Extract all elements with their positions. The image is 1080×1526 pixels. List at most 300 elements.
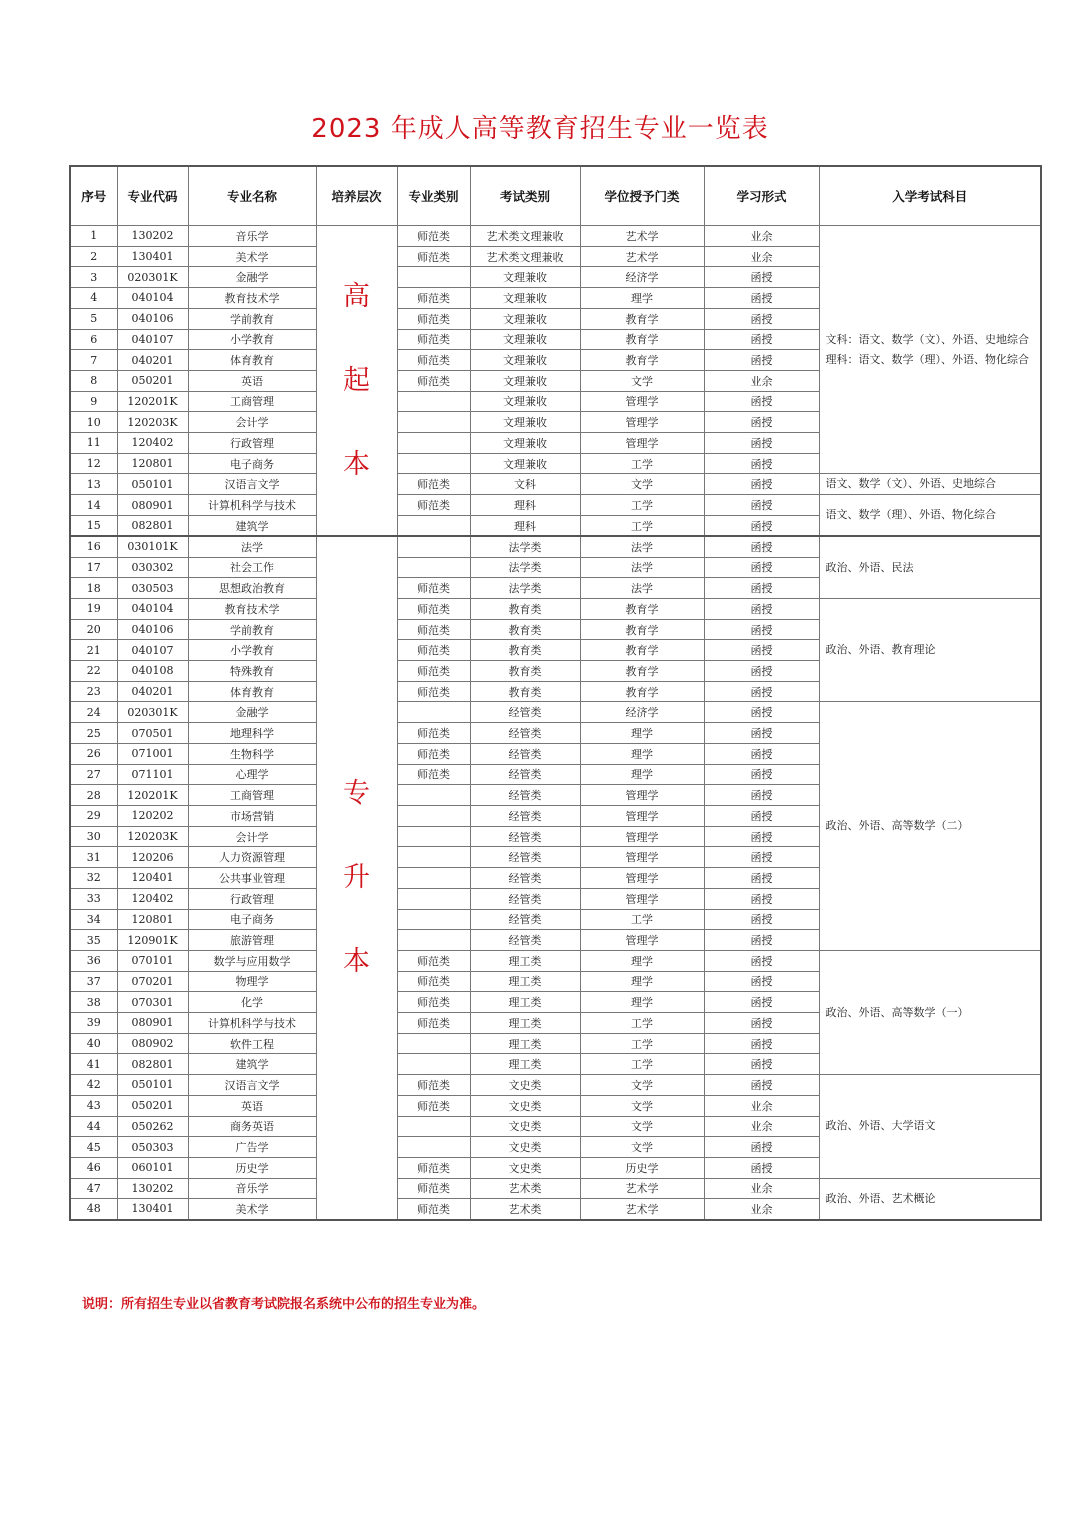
code-cell: 120901K: [117, 930, 188, 951]
index-cell: 15: [70, 516, 117, 537]
exam-type-cell: 文史类: [470, 1095, 580, 1116]
degree-cell: 教育学: [580, 619, 704, 640]
code-cell: 130202: [117, 1178, 188, 1199]
index-cell: 47: [70, 1178, 117, 1199]
major-name-cell: 行政管理: [188, 433, 316, 454]
exam-subjects-cell: 政治、外语、大学语文: [819, 1075, 1041, 1179]
table-row: [70, 598, 1041, 619]
study-form-cell: 函授: [704, 412, 819, 433]
degree-cell: 教育学: [580, 350, 704, 371]
degree-cell: 法学: [580, 557, 704, 578]
category-cell: [397, 1137, 470, 1158]
category-cell: 师范类: [397, 1075, 470, 1096]
degree-cell: 艺术学: [580, 246, 704, 267]
category-cell: [397, 1054, 470, 1075]
degree-cell: 工学: [580, 1013, 704, 1034]
exam-type-cell: 经管类: [470, 847, 580, 868]
code-cell: 120401: [117, 868, 188, 889]
study-form-cell: 函授: [704, 826, 819, 847]
code-cell: 120202: [117, 805, 188, 826]
category-cell: 师范类: [397, 1013, 470, 1034]
study-form-cell: 函授: [704, 743, 819, 764]
majors-table: [69, 165, 1042, 1221]
study-form-cell: 函授: [704, 329, 819, 350]
study-form-cell: 函授: [704, 1013, 819, 1034]
index-cell: 38: [70, 992, 117, 1013]
major-name-cell: 电子商务: [188, 909, 316, 930]
study-form-cell: 函授: [704, 909, 819, 930]
study-form-cell: 函授: [704, 536, 819, 557]
exam-type-cell: 文史类: [470, 1075, 580, 1096]
exam-type-cell: 教育类: [470, 598, 580, 619]
category-cell: 师范类: [397, 288, 470, 309]
exam-type-cell: 文理兼收: [470, 391, 580, 412]
study-form-cell: 函授: [704, 764, 819, 785]
degree-cell: 经济学: [580, 702, 704, 723]
category-cell: [397, 412, 470, 433]
code-cell: 120402: [117, 433, 188, 454]
code-cell: 030101K: [117, 536, 188, 557]
code-cell: 071101: [117, 764, 188, 785]
degree-cell: 工学: [580, 495, 704, 516]
degree-cell: 管理学: [580, 785, 704, 806]
category-cell: 师范类: [397, 495, 470, 516]
category-cell: 师范类: [397, 992, 470, 1013]
index-cell: 11: [70, 433, 117, 454]
degree-cell: 文学: [580, 1075, 704, 1096]
category-cell: 师范类: [397, 350, 470, 371]
major-name-cell: 金融学: [188, 702, 316, 723]
major-name-cell: 历史学: [188, 1157, 316, 1178]
study-form-cell: 函授: [704, 619, 819, 640]
major-name-cell: 教育技术学: [188, 288, 316, 309]
index-cell: 35: [70, 930, 117, 951]
major-name-cell: 音乐学: [188, 1178, 316, 1199]
degree-cell: 工学: [580, 453, 704, 474]
category-cell: 师范类: [397, 370, 470, 391]
header-major: 专业名称: [188, 166, 316, 226]
code-cell: 020301K: [117, 267, 188, 288]
level-label: 高起本: [343, 280, 370, 480]
major-name-cell: 英语: [188, 370, 316, 391]
exam-type-cell: 艺术类: [470, 1178, 580, 1199]
index-cell: 29: [70, 805, 117, 826]
category-cell: [397, 868, 470, 889]
study-form-cell: 函授: [704, 391, 819, 412]
degree-cell: 法学: [580, 536, 704, 557]
code-cell: 130202: [117, 226, 188, 247]
study-form-cell: 业余: [704, 1095, 819, 1116]
index-cell: 40: [70, 1033, 117, 1054]
degree-cell: 教育学: [580, 329, 704, 350]
index-cell: 2: [70, 246, 117, 267]
study-form-cell: 函授: [704, 661, 819, 682]
code-cell: 120801: [117, 909, 188, 930]
code-cell: 070501: [117, 723, 188, 744]
major-name-cell: 教育技术学: [188, 598, 316, 619]
exam-type-cell: 艺术类文理兼收: [470, 226, 580, 247]
study-form-cell: 函授: [704, 640, 819, 661]
code-cell: 050101: [117, 474, 188, 495]
exam-type-cell: 文史类: [470, 1157, 580, 1178]
degree-cell: 管理学: [580, 826, 704, 847]
header-degree: 学位授予门类: [580, 166, 704, 226]
exam-type-cell: 文理兼收: [470, 288, 580, 309]
exam-type-cell: 教育类: [470, 661, 580, 682]
index-cell: 48: [70, 1199, 117, 1220]
footnote: 说明：所有招生专业以省教育考试院报名系统中公布的招生专业为准。: [82, 1297, 486, 1312]
index-cell: 42: [70, 1075, 117, 1096]
study-form-cell: 函授: [704, 681, 819, 702]
exam-type-cell: 理科: [470, 495, 580, 516]
index-cell: 31: [70, 847, 117, 868]
table-row: [70, 226, 1041, 247]
degree-cell: 教育学: [580, 598, 704, 619]
exam-type-cell: 理科: [470, 516, 580, 537]
code-cell: 120402: [117, 888, 188, 909]
degree-cell: 艺术学: [580, 1199, 704, 1220]
degree-cell: 文学: [580, 370, 704, 391]
exam-type-cell: 文理兼收: [470, 370, 580, 391]
code-cell: 080901: [117, 495, 188, 516]
degree-cell: 理学: [580, 288, 704, 309]
index-cell: 10: [70, 412, 117, 433]
index-cell: 33: [70, 888, 117, 909]
degree-cell: 理学: [580, 764, 704, 785]
category-cell: 师范类: [397, 1157, 470, 1178]
category-cell: 师范类: [397, 1199, 470, 1220]
category-cell: 师范类: [397, 743, 470, 764]
exam-subjects-cell: 政治、外语、高等数学（二）: [819, 702, 1041, 950]
code-cell: 080902: [117, 1033, 188, 1054]
degree-cell: 管理学: [580, 805, 704, 826]
code-cell: 050201: [117, 1095, 188, 1116]
exam-type-cell: 理工类: [470, 950, 580, 971]
index-cell: 46: [70, 1157, 117, 1178]
major-name-cell: 广告学: [188, 1137, 316, 1158]
degree-cell: 教育学: [580, 661, 704, 682]
index-cell: 20: [70, 619, 117, 640]
major-name-cell: 建筑学: [188, 516, 316, 537]
degree-cell: 理学: [580, 950, 704, 971]
exam-type-cell: 经管类: [470, 888, 580, 909]
major-name-cell: 建筑学: [188, 1054, 316, 1075]
code-cell: 082801: [117, 1054, 188, 1075]
exam-type-cell: 理工类: [470, 1013, 580, 1034]
major-name-cell: 汉语言文学: [188, 1075, 316, 1096]
study-form-cell: 函授: [704, 516, 819, 537]
index-cell: 3: [70, 267, 117, 288]
code-cell: 130401: [117, 1199, 188, 1220]
category-cell: [397, 391, 470, 412]
index-cell: 6: [70, 329, 117, 350]
code-cell: 071001: [117, 743, 188, 764]
category-cell: [397, 847, 470, 868]
major-name-cell: 汉语言文学: [188, 474, 316, 495]
exam-subjects-cell: 政治、外语、教育理论: [819, 598, 1041, 702]
code-cell: 020301K: [117, 702, 188, 723]
major-name-cell: 数学与应用数学: [188, 950, 316, 971]
major-name-cell: 特殊教育: [188, 661, 316, 682]
header-exam-subjects: 入学考试科目: [819, 166, 1041, 226]
category-cell: 师范类: [397, 619, 470, 640]
major-name-cell: 音乐学: [188, 226, 316, 247]
category-cell: 师范类: [397, 640, 470, 661]
code-cell: 040107: [117, 640, 188, 661]
level-cell: [316, 536, 397, 1219]
study-form-cell: 函授: [704, 1157, 819, 1178]
index-cell: 18: [70, 578, 117, 599]
study-form-cell: 业余: [704, 1116, 819, 1137]
code-cell: 060101: [117, 1157, 188, 1178]
code-cell: 030503: [117, 578, 188, 599]
major-name-cell: 小学教育: [188, 329, 316, 350]
degree-cell: 管理学: [580, 433, 704, 454]
study-form-cell: 业余: [704, 370, 819, 391]
study-form-cell: 函授: [704, 288, 819, 309]
study-form-cell: 函授: [704, 453, 819, 474]
major-name-cell: 生物科学: [188, 743, 316, 764]
degree-cell: 工学: [580, 516, 704, 537]
major-name-cell: 工商管理: [188, 785, 316, 806]
category-cell: 师范类: [397, 578, 470, 599]
header-study-form: 学习形式: [704, 166, 819, 226]
code-cell: 050201: [117, 370, 188, 391]
exam-type-cell: 经管类: [470, 743, 580, 764]
index-cell: 37: [70, 971, 117, 992]
major-name-cell: 工商管理: [188, 391, 316, 412]
header-code: 专业代码: [117, 166, 188, 226]
exam-type-cell: 文理兼收: [470, 350, 580, 371]
exam-type-cell: 文史类: [470, 1116, 580, 1137]
index-cell: 41: [70, 1054, 117, 1075]
code-cell: 120203K: [117, 826, 188, 847]
code-cell: 040201: [117, 350, 188, 371]
index-cell: 34: [70, 909, 117, 930]
index-cell: 22: [70, 661, 117, 682]
degree-cell: 管理学: [580, 930, 704, 951]
major-name-cell: 人力资源管理: [188, 847, 316, 868]
category-cell: 师范类: [397, 329, 470, 350]
study-form-cell: 函授: [704, 495, 819, 516]
code-cell: 040107: [117, 329, 188, 350]
index-cell: 4: [70, 288, 117, 309]
index-cell: 19: [70, 598, 117, 619]
degree-cell: 文学: [580, 474, 704, 495]
header-exam-type: 考试类别: [470, 166, 580, 226]
exam-type-cell: 艺术类: [470, 1199, 580, 1220]
index-cell: 21: [70, 640, 117, 661]
degree-cell: 工学: [580, 1033, 704, 1054]
exam-subjects-cell: 政治、外语、民法: [819, 536, 1041, 598]
study-form-cell: 函授: [704, 578, 819, 599]
exam-type-cell: 经管类: [470, 868, 580, 889]
study-form-cell: 函授: [704, 950, 819, 971]
header-category: 专业类别: [397, 166, 470, 226]
table-row: [70, 474, 1041, 495]
exam-type-cell: 经管类: [470, 785, 580, 806]
category-cell: [397, 1033, 470, 1054]
exam-type-cell: 经管类: [470, 909, 580, 930]
major-name-cell: 社会工作: [188, 557, 316, 578]
index-cell: 9: [70, 391, 117, 412]
index-cell: 44: [70, 1116, 117, 1137]
major-name-cell: 美术学: [188, 246, 316, 267]
index-cell: 30: [70, 826, 117, 847]
study-form-cell: 函授: [704, 308, 819, 329]
study-form-cell: 函授: [704, 1033, 819, 1054]
exam-type-cell: 文科: [470, 474, 580, 495]
degree-cell: 工学: [580, 909, 704, 930]
degree-cell: 理学: [580, 743, 704, 764]
exam-type-cell: 理工类: [470, 1054, 580, 1075]
study-form-cell: 函授: [704, 1054, 819, 1075]
exam-type-cell: 理工类: [470, 992, 580, 1013]
major-name-cell: 英语: [188, 1095, 316, 1116]
study-form-cell: 业余: [704, 1199, 819, 1220]
category-cell: [397, 888, 470, 909]
index-cell: 16: [70, 536, 117, 557]
table-row: [70, 702, 1041, 723]
study-form-cell: 函授: [704, 723, 819, 744]
table-header-row: [70, 166, 1041, 226]
code-cell: 130401: [117, 246, 188, 267]
index-cell: 36: [70, 950, 117, 971]
exam-type-cell: 经管类: [470, 702, 580, 723]
degree-cell: 法学: [580, 578, 704, 599]
page-title: 2023 年成人高等教育招生专业一览表: [311, 114, 769, 144]
exam-type-cell: 经管类: [470, 930, 580, 951]
code-cell: 120201K: [117, 391, 188, 412]
code-cell: 030302: [117, 557, 188, 578]
major-name-cell: 体育教育: [188, 681, 316, 702]
study-form-cell: 函授: [704, 785, 819, 806]
degree-cell: 教育学: [580, 640, 704, 661]
category-cell: [397, 557, 470, 578]
category-cell: 师范类: [397, 474, 470, 495]
exam-type-cell: 文史类: [470, 1137, 580, 1158]
major-name-cell: 电子商务: [188, 453, 316, 474]
header-level: 培养层次: [316, 166, 397, 226]
degree-cell: 理学: [580, 992, 704, 1013]
exam-type-cell: 教育类: [470, 681, 580, 702]
code-cell: 120201K: [117, 785, 188, 806]
degree-cell: 理学: [580, 723, 704, 744]
degree-cell: 艺术学: [580, 226, 704, 247]
table-row: [70, 1178, 1041, 1199]
exam-type-cell: 教育类: [470, 619, 580, 640]
header-index: 序号: [70, 166, 117, 226]
study-form-cell: 函授: [704, 474, 819, 495]
exam-type-cell: 文理兼收: [470, 329, 580, 350]
study-form-cell: 函授: [704, 868, 819, 889]
study-form-cell: 业余: [704, 226, 819, 247]
code-cell: 070301: [117, 992, 188, 1013]
degree-cell: 经济学: [580, 267, 704, 288]
code-cell: 070101: [117, 950, 188, 971]
index-cell: 5: [70, 308, 117, 329]
degree-cell: 管理学: [580, 847, 704, 868]
degree-cell: 教育学: [580, 308, 704, 329]
exam-subjects-cell: 文科：语文、数学（文）、外语、史地综合 理科：语文、数学（理）、外语、物化综合: [819, 226, 1041, 474]
index-cell: 45: [70, 1137, 117, 1158]
category-cell: [397, 267, 470, 288]
degree-cell: 文学: [580, 1137, 704, 1158]
exam-type-cell: 经管类: [470, 723, 580, 744]
exam-type-cell: 经管类: [470, 805, 580, 826]
exam-type-cell: 教育类: [470, 640, 580, 661]
study-form-cell: 函授: [704, 805, 819, 826]
degree-cell: 管理学: [580, 391, 704, 412]
index-cell: 13: [70, 474, 117, 495]
major-name-cell: 物理学: [188, 971, 316, 992]
major-name-cell: 会计学: [188, 826, 316, 847]
category-cell: 师范类: [397, 1178, 470, 1199]
index-cell: 12: [70, 453, 117, 474]
study-form-cell: 函授: [704, 598, 819, 619]
code-cell: 120801: [117, 453, 188, 474]
degree-cell: 工学: [580, 1054, 704, 1075]
category-cell: [397, 453, 470, 474]
major-name-cell: 思想政治教育: [188, 578, 316, 599]
exam-type-cell: 理工类: [470, 971, 580, 992]
study-form-cell: 函授: [704, 847, 819, 868]
degree-cell: 教育学: [580, 681, 704, 702]
exam-type-cell: 文理兼收: [470, 453, 580, 474]
major-name-cell: 化学: [188, 992, 316, 1013]
category-cell: [397, 930, 470, 951]
study-form-cell: 函授: [704, 267, 819, 288]
code-cell: 082801: [117, 516, 188, 537]
level-label: 专升本: [343, 777, 370, 977]
exam-type-cell: 经管类: [470, 764, 580, 785]
index-cell: 14: [70, 495, 117, 516]
index-cell: 7: [70, 350, 117, 371]
degree-cell: 管理学: [580, 888, 704, 909]
major-name-cell: 心理学: [188, 764, 316, 785]
category-cell: 师范类: [397, 226, 470, 247]
category-cell: 师范类: [397, 950, 470, 971]
index-cell: 8: [70, 370, 117, 391]
major-name-cell: 计算机科学与技术: [188, 495, 316, 516]
major-name-cell: 商务英语: [188, 1116, 316, 1137]
major-name-cell: 计算机科学与技术: [188, 1013, 316, 1034]
table-body: [70, 226, 1041, 1220]
major-name-cell: 软件工程: [188, 1033, 316, 1054]
code-cell: 040106: [117, 308, 188, 329]
major-name-cell: 公共事业管理: [188, 868, 316, 889]
major-name-cell: 市场营销: [188, 805, 316, 826]
study-form-cell: 函授: [704, 557, 819, 578]
category-cell: [397, 433, 470, 454]
level-cell: [316, 226, 397, 537]
major-name-cell: 地理科学: [188, 723, 316, 744]
table-row: [70, 495, 1041, 516]
index-cell: 23: [70, 681, 117, 702]
degree-cell: 管理学: [580, 868, 704, 889]
major-name-cell: 体育教育: [188, 350, 316, 371]
major-name-cell: 行政管理: [188, 888, 316, 909]
code-cell: 120203K: [117, 412, 188, 433]
category-cell: 师范类: [397, 723, 470, 744]
code-cell: 040201: [117, 681, 188, 702]
exam-type-cell: 法学类: [470, 557, 580, 578]
major-name-cell: 小学教育: [188, 640, 316, 661]
degree-cell: 管理学: [580, 412, 704, 433]
study-form-cell: 函授: [704, 350, 819, 371]
major-name-cell: 学前教育: [188, 308, 316, 329]
index-cell: 24: [70, 702, 117, 723]
